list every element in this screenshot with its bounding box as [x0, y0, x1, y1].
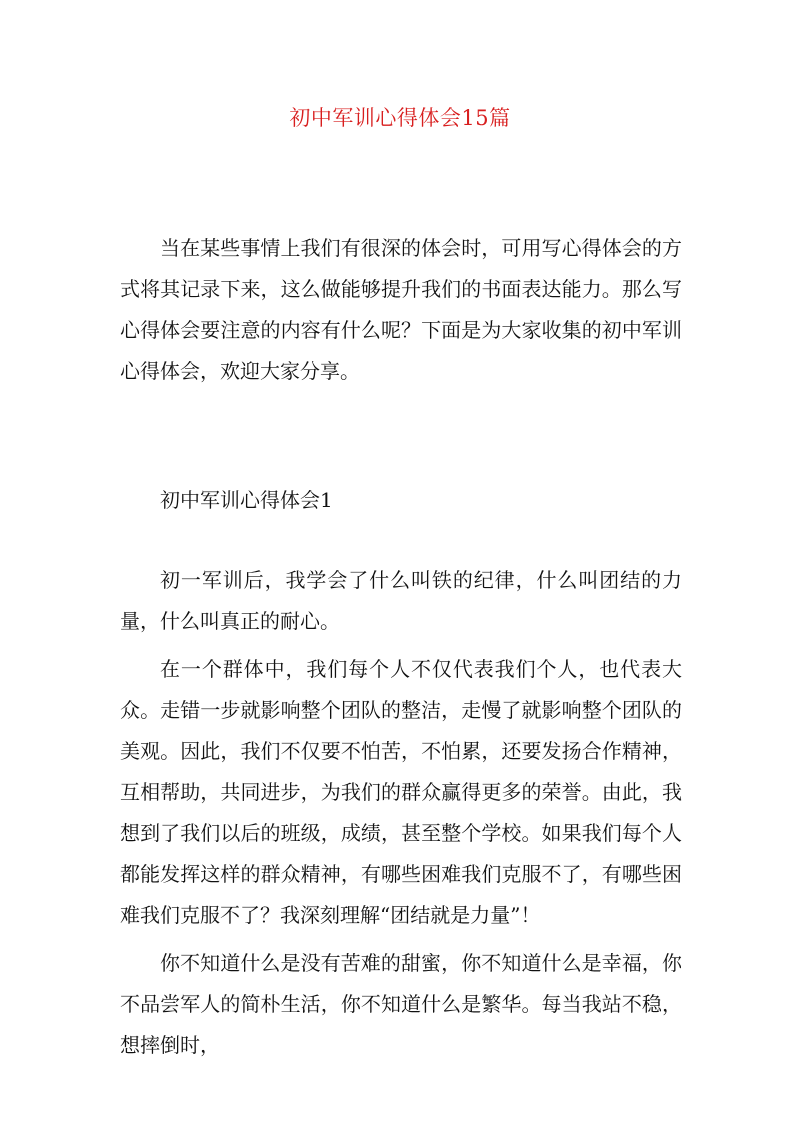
body-paragraph-2: 在一个群体中，我们每个人不仅代表我们个人，也代表大众。走错一步就影响整个团队的整洁，走慢了就影响整个团队的美观。因此，我们不仅要不怕苦，不怕累，还要发扬合作精神，互相帮助，共同进步，为我们的群众赢得更多的荣誉。由此，我想到了我们以后的班级，成绩，甚至整个学校。如果我们每个人都能发挥这样的群众精神，有哪些困难我们克服不了，有哪些困难我们克服不了？我深刻理解“团结就是力量”！ — [120, 657, 682, 927]
body-paragraph-1: 初一军训后，我学会了什么叫铁的纪律，什么叫团结的力量，什么叫真正的耐心。 — [120, 568, 682, 633]
section-body — [120, 560, 682, 1066]
section-heading: 初中军训心得体会1 — [160, 488, 333, 512]
intro-paragraph: 当在某些事情上我们有很深的体会时，可用写心得体会的方式将其记录下来，这么做能够提升我们的书面表达能力。那么写心得体会要注意的内容有什么呢？下面是为大家收集的初中军训心得体会，欢迎大家分享。 — [120, 236, 682, 383]
body-paragraph-3: 你不知道什么是没有苦难的甜蜜，你不知道什么是幸福，你不品尝军人的简朴生活，你不知道什么是繁华。每当我站不稳，想摔倒时， — [120, 951, 682, 1057]
intro-section — [120, 228, 682, 392]
document-title: 初中军训心得体会15篇 — [289, 106, 511, 130]
